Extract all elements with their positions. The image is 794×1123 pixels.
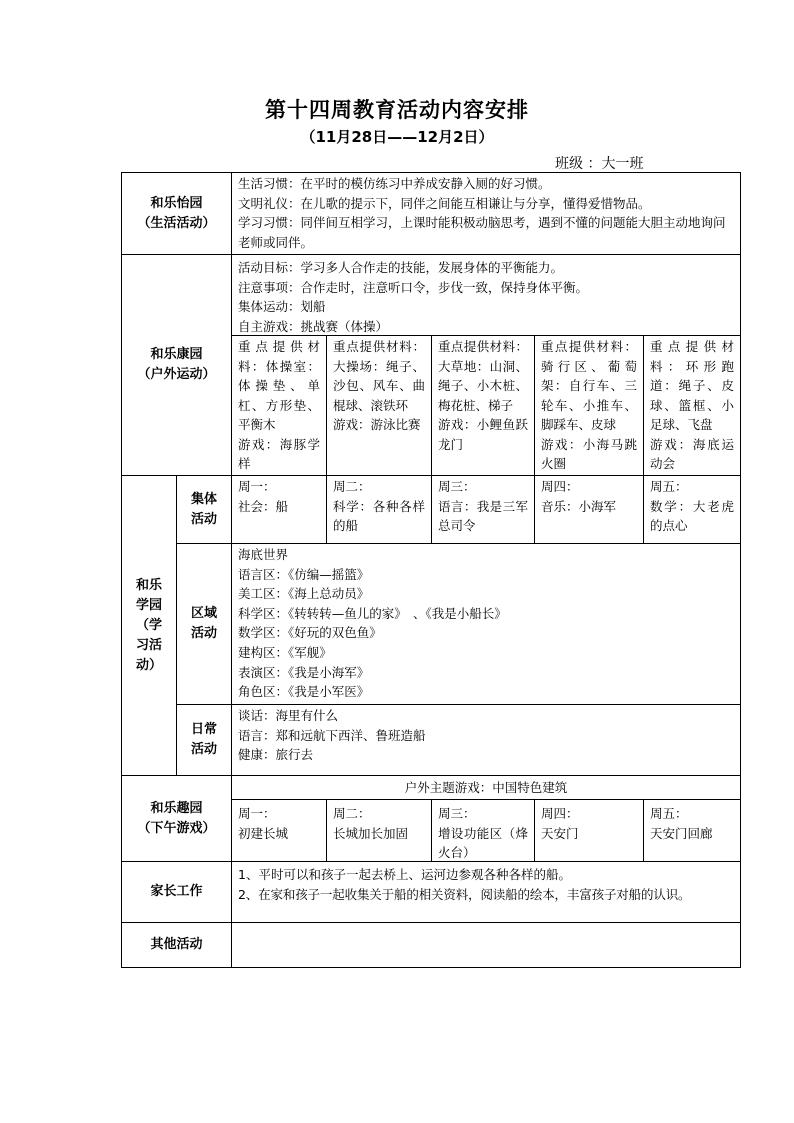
area-line: 海底世界 (238, 547, 289, 562)
day-content: 天安门回廊 (650, 825, 713, 841)
daily-activity-header-line: 活动 (190, 742, 217, 757)
day-content: 数学：大老虎的点心 (650, 498, 734, 533)
outdoor-content (231, 254, 741, 336)
daily-activity-header (176, 704, 232, 776)
date-range: （11月28日——12月2日） (300, 128, 494, 146)
daily-line: 语言：郑和远航下西洋、鲁班造船 (238, 727, 426, 743)
outdoor-header (121, 254, 232, 476)
area-line: 科学区：《转转转—鱼儿的家》 、《我是小船长》 (238, 605, 507, 621)
day-label: 周一： (238, 479, 276, 494)
outdoor-line: 注意事项：合作走时，注意听口令，步伐一致，保持身体平衡。 (238, 279, 589, 295)
life-header (121, 172, 232, 255)
afternoon-header-name: 和乐趣园 (150, 800, 203, 816)
day-label: 周四： (541, 479, 579, 494)
other-content (231, 922, 741, 968)
day-label: 周二： (333, 479, 371, 494)
afternoon-day-fri (643, 799, 741, 862)
life-header-name: 和乐怡园 (150, 195, 203, 211)
daily-line: 健康：旅行去 (238, 747, 314, 762)
outdoor-header-sub: （户外运动） (137, 367, 216, 382)
learning-header (121, 475, 177, 776)
outdoor-zone: 重点提供材料：大操场：绳子、沙包、风车、曲棍球、滚铁环 游戏：游泳比赛 (326, 335, 432, 476)
area-line: 角色区：《我是小军医》 (238, 684, 370, 700)
day-content: 科学：各种各样的船 (333, 498, 425, 533)
afternoon-header (121, 775, 232, 862)
group-day-fri (643, 475, 741, 544)
day-label: 周五： (650, 806, 688, 821)
learning-header-line: 习活 (135, 637, 162, 653)
area-line: 建构区：《军舰》 (238, 644, 332, 660)
class-label: 班级 ：大一班 (555, 156, 644, 172)
day-content: 增设功能区（烽火台） (438, 825, 528, 860)
day-content: 社会：船 (238, 498, 289, 514)
parents-content (231, 861, 741, 923)
daily-activity-header-line: 日常 (190, 722, 217, 737)
day-label: 周三： (438, 806, 476, 821)
day-label: 周三： (438, 479, 476, 494)
day-content: 长城加长加固 (333, 825, 409, 841)
learning-header-line: （学 (135, 617, 162, 633)
learning-header-line: 学园 (135, 597, 162, 613)
group-activity-header (176, 475, 232, 544)
afternoon-day-mon (231, 799, 327, 862)
area-activity-header-line: 活动 (190, 626, 217, 641)
afternoon-header-sub: （下午游戏） (137, 820, 216, 836)
day-content: 天安门 (541, 825, 579, 841)
group-activity-header-line: 活动 (190, 511, 217, 527)
day-label: 周四： (541, 806, 579, 821)
afternoon-day-thu (534, 799, 644, 862)
outdoor-zone: 重点提供材料：大草地：山洞、绳子、小木桩、梅花桩、梯子 游戏：小鲤鱼跃龙门 (431, 335, 535, 476)
daily-activity-content (231, 704, 741, 776)
day-content: 语言：我是三军总司令 (438, 498, 528, 533)
area-activity-header (176, 543, 232, 705)
area-line: 语言区：《仿编—摇篮》 (238, 566, 370, 582)
group-day-mon (231, 475, 327, 544)
day-content: 初建长城 (238, 825, 289, 841)
group-day-wed (431, 475, 535, 544)
parents-header: 家长工作 (121, 861, 232, 923)
group-activity-header-line: 集体 (190, 491, 217, 507)
day-content: 音乐：小海军 (541, 498, 617, 514)
day-label: 周一： (238, 806, 276, 821)
day-label: 周五： (650, 479, 688, 494)
group-day-thu (534, 475, 644, 544)
daily-line: 谈话：海里有什么 (238, 708, 339, 723)
parents-line: 2、在家和孩子一起收集关于船的相关资料，阅读船的绘本，丰富孩子对船的认识。 (238, 886, 691, 902)
area-activity-content (231, 543, 741, 705)
outdoor-line: 集体运动：划船 (238, 299, 326, 314)
outdoor-zone: 重点提供材料：环形跑道：绳子、皮球、篮框、小足球、飞盘 游戏：海底运动会 (643, 335, 741, 476)
area-line: 表演区：《我是小海军》 (238, 664, 370, 680)
group-day-tue (326, 475, 432, 544)
outdoor-header-name: 和乐康园 (150, 347, 203, 362)
learning-header-line: 和乐 (135, 577, 162, 593)
outdoor-line: 活动目标：学习多人合作走的技能，发展身体的平衡能力。 (238, 260, 564, 275)
life-line: 学习习惯：同伴间互相学习，上课时能积极动脑思考，遇到不懂的问题能大胆主动地询问老师或同伴。 (238, 215, 726, 250)
life-line: 生活习惯：在平时的模仿练习中养成安静入厕的好习惯。 (238, 176, 551, 191)
parents-line: 1、平时可以和孩子一起去桥上、运河边参观各种各样的船。 (238, 867, 571, 882)
afternoon-theme: 户外主题游戏：中国特色建筑 (231, 775, 741, 800)
afternoon-day-wed (431, 799, 535, 862)
day-label: 周二： (333, 806, 371, 821)
area-line: 数学区：《好玩的双色鱼》 (238, 625, 382, 641)
life-line: 文明礼仪：在儿歌的提示下，同伴之间能互相谦让与分享，懂得爱惜物品。 (238, 195, 651, 211)
outdoor-zone: 重点提供材料：骑行区、葡萄架：自行车、三轮车、小推车、脚踩车、皮球 游戏：小海马跳火圈 (534, 335, 644, 476)
learning-header-line: 动） (135, 657, 162, 673)
page-title: 第十四周教育活动内容安排 (265, 98, 529, 122)
afternoon-day-tue (326, 799, 432, 862)
outdoor-zone: 重点提供材料：体操室：体操垫、单杠、方形垫、平衡木 游戏：海豚学样 (231, 335, 327, 476)
outdoor-line: 自主游戏：挑战赛（体操） (238, 318, 389, 334)
area-line: 美工区：《海上总动员》 (238, 586, 370, 602)
life-header-sub: （生活活动） (137, 215, 216, 231)
other-header: 其他活动 (121, 922, 232, 968)
area-activity-header-line: 区域 (190, 606, 217, 621)
life-content (231, 172, 741, 255)
